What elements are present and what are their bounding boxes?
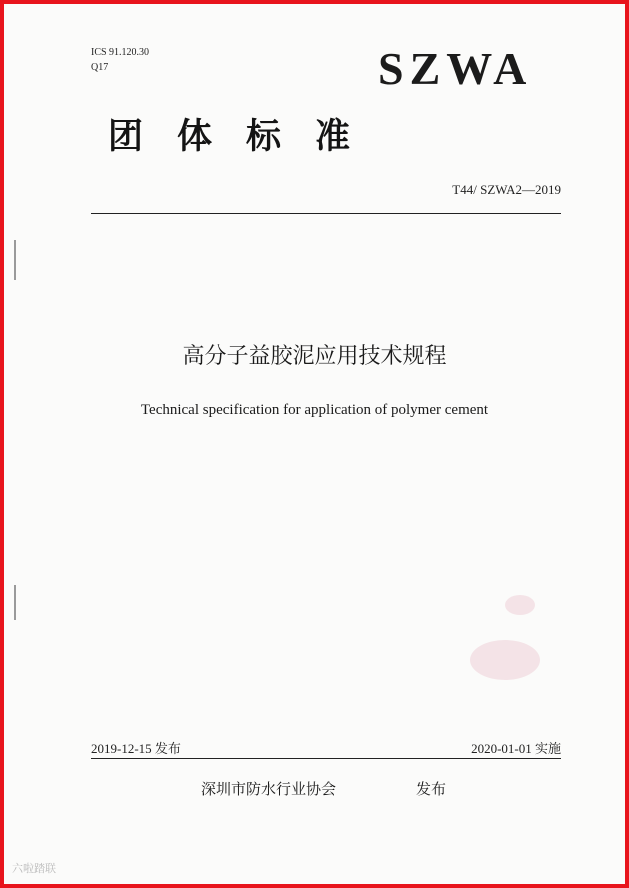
class-code: Q17 [91, 62, 109, 73]
title-english: Technical specification for application of polymer cement [140, 402, 489, 418]
ics-classification [91, 45, 149, 75]
top-divider [91, 213, 561, 214]
source-watermark: 六啦踏联 [12, 862, 56, 875]
publish-date: 2019-12-15 发布 [91, 741, 181, 756]
effective-date: 2020-01-01 实施 [471, 741, 561, 756]
binding-mark [14, 240, 16, 280]
issuing-organization: 深圳市防水行业协会 [201, 780, 337, 798]
ics-line: ICS 91.120.30 [91, 47, 150, 58]
binding-mark [14, 585, 16, 620]
document-kind-heading: 团体标准 [108, 117, 385, 157]
scan-smudge [470, 640, 540, 680]
title-chinese: 高分子益胶泥应用技术规程 [182, 344, 447, 369]
scan-smudge [505, 595, 535, 615]
issue-label: 发布 [416, 780, 447, 798]
bottom-divider [91, 758, 561, 759]
szwa-logo: SZWA [378, 43, 533, 94]
standard-number: T44/ SZWA2—2019 [452, 182, 561, 197]
